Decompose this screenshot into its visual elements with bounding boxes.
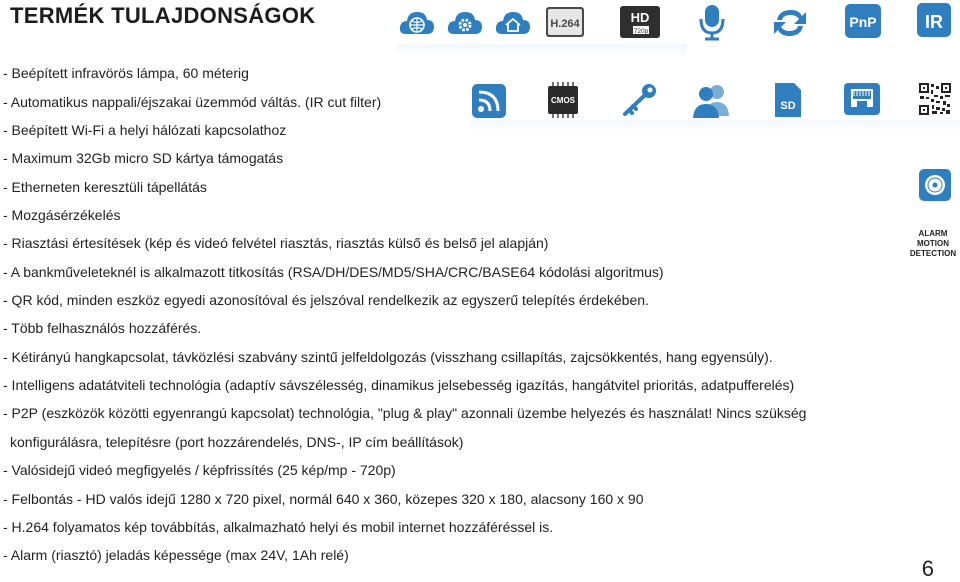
- feature-line: - Beépített Wi-Fi a helyi hálózati kapcsolathoz: [3, 122, 287, 138]
- cloud-globe-icon: [397, 4, 437, 44]
- page-number: 6: [921, 556, 934, 581]
- feature-line: - QR kód, minden eszköz egyedi azonosítóval és jelszóval rendelkezik az egyszerű telepítés érdekében.: [3, 292, 649, 308]
- alarm-motion-detection-label: ALARM MOTION DETECTION: [909, 229, 957, 258]
- svg-text:SD: SD: [780, 100, 796, 112]
- pnp-icon: [844, 3, 882, 39]
- key-icon: [619, 82, 659, 118]
- feature-line: - Felbontás - HD valós idejű 1280 x 720 pixel, normál 640 x 360, közepes 320 x 180, alacsony 160 x 90: [3, 491, 644, 507]
- svg-text:720p: 720p: [633, 28, 649, 35]
- cloud-home-icon: [493, 4, 533, 44]
- feature-line: - Alarm (riasztó) jeladás képessége (max 24V, 1Ah relé): [3, 547, 349, 563]
- ethernet-port-icon: [843, 82, 881, 116]
- hd-720p-icon: [619, 5, 661, 39]
- feature-line: - Riasztási értesítések (kép és videó felvétel riasztás, riasztás külső és belső jel alapján): [3, 235, 549, 251]
- feature-line: - Automatikus nappali/éjszakai üzemmód váltás. (IR cut filter): [3, 94, 382, 110]
- h264-icon: [545, 5, 585, 41]
- microphone-icon: [694, 2, 730, 42]
- feature-line: - H.264 folyamatos kép továbbítás, alkalmazható helyi és mobil internet hozzáféréssel is.: [3, 519, 554, 535]
- multi-user-icon: [690, 82, 732, 118]
- icon-reflection: [397, 44, 687, 58]
- disc-icon: [918, 168, 952, 202]
- feature-line: - Beépített infravörös lámpa, 60 méterig: [3, 65, 249, 81]
- feature-line: - A bankműveleteknél is alkalmazott titkosítás (RSA/DH/DES/MD5/SHA/CRC/BASE64 kódolási algoritmus): [3, 264, 664, 280]
- page-title: TERMÉK TULAJDONSÁGOK: [10, 3, 316, 28]
- feature-line: konfigurálásra, telepítésre (port hozzárendelés, DNS-, IP cím beállítások): [10, 434, 464, 450]
- sync-arrows-icon: [771, 4, 809, 42]
- cloud-gear-icon: [445, 4, 485, 44]
- sd-card-icon: [772, 80, 804, 120]
- qr-code-icon: [918, 82, 952, 116]
- feature-line: - Mozgásérzékelés: [3, 207, 121, 223]
- feature-line: - Kétirányú hangkapcsolat, távközlési szabvány szintű jelfeldolgozás (visszhang csillapítás, zajcsökkentés, hang egyensúly).: [3, 349, 773, 365]
- icon-reflection: [471, 120, 960, 132]
- feature-line: - Intelligens adatátviteli technológia (adaptív sávszélesség, dinamikus jelsebesség igazítás, hangátvitel prioritás, adatpufferelés): [3, 377, 795, 393]
- svg-text:HD: HD: [630, 10, 650, 25]
- feature-line: - Több felhasználós hozzáférés.: [3, 320, 202, 336]
- ir-icon: [916, 2, 952, 38]
- svg-text:PnP: PnP: [849, 14, 877, 30]
- feature-line: - Maximum 32Gb micro SD kártya támogatás: [3, 150, 284, 166]
- feature-line: - P2P (eszközök közötti egyenrangú kapcsolat) technológia, "plug & play" azonnali üzembe helyezés és használat! Nincs szükség: [3, 405, 807, 421]
- svg-text:CMOS: CMOS: [551, 96, 575, 105]
- svg-text:H.264: H.264: [550, 18, 580, 30]
- feature-line: - Valósidejű videó megfigyelés / képfrissítés (25 kép/mp - 720p): [3, 462, 396, 478]
- svg-text:IR: IR: [925, 12, 943, 32]
- rss-wifi-icon: [471, 83, 507, 119]
- feature-line: - Etherneten keresztüli tápellátás: [3, 179, 207, 195]
- cmos-chip-icon: [545, 80, 581, 120]
